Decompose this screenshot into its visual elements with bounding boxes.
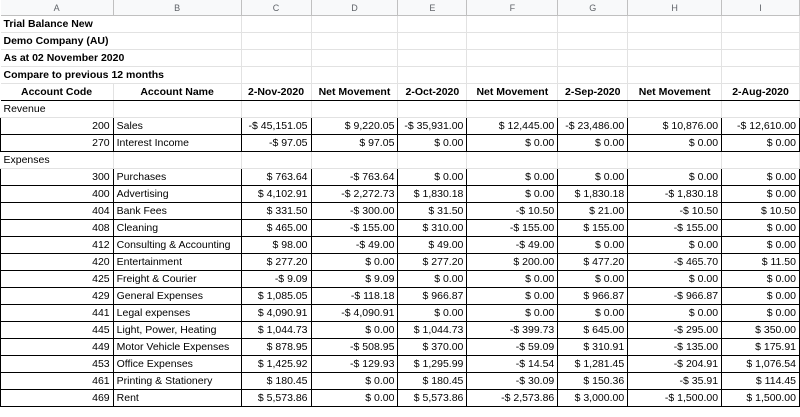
cell-name[interactable]: Consulting & Accounting bbox=[113, 237, 241, 254]
cell-g[interactable]: $ 21.00 bbox=[558, 203, 628, 220]
cell-g[interactable]: -$ 23,486.00 bbox=[558, 118, 628, 135]
header-account-code[interactable]: Account Code bbox=[1, 84, 114, 101]
cell-g[interactable]: $ 0.00 bbox=[558, 237, 628, 254]
expenses-section-row bbox=[1, 152, 800, 169]
cell-g[interactable]: $ 0.00 bbox=[558, 271, 628, 288]
cell-i[interactable]: $ 0.00 bbox=[722, 305, 800, 322]
cell-d[interactable]: -$ 300.00 bbox=[311, 203, 398, 220]
cell-code[interactable]: 404 bbox=[1, 203, 114, 220]
section-expenses[interactable]: Expenses bbox=[1, 152, 114, 169]
table-row bbox=[1, 373, 800, 390]
cell-d[interactable]: $ 9.09 bbox=[311, 271, 398, 288]
cell-e[interactable]: $ 0.00 bbox=[398, 271, 467, 288]
table-row bbox=[1, 186, 800, 203]
cell-g[interactable]: $ 3,000.00 bbox=[558, 390, 628, 407]
header-2-nov-2020[interactable]: 2-Nov-2020 bbox=[241, 84, 311, 101]
cell-code[interactable]: 270 bbox=[1, 135, 114, 152]
cell-i[interactable]: $ 11.50 bbox=[722, 254, 800, 271]
cell-h[interactable]: -$ 10.50 bbox=[628, 203, 722, 220]
cell-d[interactable]: $ 0.00 bbox=[311, 390, 398, 407]
cell-c[interactable]: $ 1,085.05 bbox=[241, 288, 311, 305]
cell-h[interactable]: $ 0.00 bbox=[628, 135, 722, 152]
cell-h[interactable]: $ 10,876.00 bbox=[628, 118, 722, 135]
table-row bbox=[1, 356, 800, 373]
cell-i[interactable]: $ 10.50 bbox=[722, 203, 800, 220]
cell-name[interactable]: Office Expenses bbox=[113, 356, 241, 373]
compare-row bbox=[1, 67, 800, 84]
cell-e[interactable]: $ 370.00 bbox=[398, 339, 467, 356]
cell-d[interactable]: $ 97.05 bbox=[311, 135, 398, 152]
table-row bbox=[1, 118, 800, 135]
cell-h[interactable]: -$ 1,500.00 bbox=[628, 390, 722, 407]
cell-code[interactable]: 429 bbox=[1, 288, 114, 305]
cell-f[interactable]: $ 0.00 bbox=[467, 135, 558, 152]
column-header-b[interactable]: B bbox=[113, 0, 241, 16]
cell-i[interactable]: $ 0.00 bbox=[722, 288, 800, 305]
cell-name[interactable]: Motor Vehicle Expenses bbox=[113, 339, 241, 356]
cell-e[interactable]: $ 5,573.86 bbox=[398, 390, 467, 407]
cell-h[interactable]: -$ 295.00 bbox=[628, 322, 722, 339]
cell-d[interactable]: -$ 2,272.73 bbox=[311, 186, 398, 203]
cell-code[interactable]: 420 bbox=[1, 254, 114, 271]
cell-h[interactable]: $ 0.00 bbox=[628, 237, 722, 254]
cell-e[interactable]: $ 310.00 bbox=[398, 220, 467, 237]
table-row bbox=[1, 288, 800, 305]
cell-f[interactable]: $ 12,445.00 bbox=[467, 118, 558, 135]
cell-i[interactable]: -$ 12,610.00 bbox=[722, 118, 800, 135]
cell-e[interactable]: $ 277.20 bbox=[398, 254, 467, 271]
column-header-e[interactable]: E bbox=[398, 0, 467, 16]
cell-name[interactable]: Light, Power, Heating bbox=[113, 322, 241, 339]
cell-code[interactable]: 453 bbox=[1, 356, 114, 373]
cell-c[interactable]: $ 5,573.86 bbox=[241, 390, 311, 407]
cell-g[interactable]: $ 0.00 bbox=[558, 305, 628, 322]
cell-code[interactable]: 200 bbox=[1, 118, 114, 135]
cell-name[interactable]: Interest Income bbox=[113, 135, 241, 152]
cell-d[interactable]: -$ 763.64 bbox=[311, 169, 398, 186]
cell-c[interactable]: -$ 97.05 bbox=[241, 135, 311, 152]
cell-name[interactable]: General Expenses bbox=[113, 288, 241, 305]
header-2-aug-2020[interactable]: 2-Aug-2020 bbox=[722, 84, 800, 101]
cell-code[interactable]: 300 bbox=[1, 169, 114, 186]
cell-i[interactable]: $ 0.00 bbox=[722, 237, 800, 254]
as-at-row bbox=[1, 50, 800, 67]
cell-e[interactable]: $ 1,295.99 bbox=[398, 356, 467, 373]
cell-g[interactable]: $ 1,830.18 bbox=[558, 186, 628, 203]
company-name[interactable]: Demo Company (AU) bbox=[1, 33, 242, 50]
cell-c[interactable]: $ 465.00 bbox=[241, 220, 311, 237]
header-2-sep-2020[interactable]: 2-Sep-2020 bbox=[558, 84, 628, 101]
as-at-date[interactable]: As at 02 November 2020 bbox=[1, 50, 242, 67]
cell-e[interactable]: $ 180.45 bbox=[398, 373, 467, 390]
cell-i[interactable]: $ 0.00 bbox=[722, 271, 800, 288]
cell-i[interactable]: $ 0.00 bbox=[722, 186, 800, 203]
cell-h[interactable]: -$ 966.87 bbox=[628, 288, 722, 305]
cell-e[interactable]: $ 49.00 bbox=[398, 237, 467, 254]
table-header-row bbox=[1, 84, 800, 101]
cell-f[interactable]: -$ 49.00 bbox=[467, 237, 558, 254]
revenue-section-row bbox=[1, 101, 800, 118]
cell-code[interactable]: 449 bbox=[1, 339, 114, 356]
cell-name[interactable]: Freight & Courier bbox=[113, 271, 241, 288]
cell-c[interactable]: -$ 45,151.05 bbox=[241, 118, 311, 135]
column-header-row bbox=[1, 0, 800, 16]
cell-c[interactable]: $ 1,044.73 bbox=[241, 322, 311, 339]
cell-h[interactable]: $ 0.00 bbox=[628, 305, 722, 322]
cell-f[interactable]: -$ 399.73 bbox=[467, 322, 558, 339]
table-row bbox=[1, 390, 800, 407]
cell-g[interactable]: $ 966.87 bbox=[558, 288, 628, 305]
cell-d[interactable]: $ 0.00 bbox=[311, 322, 398, 339]
cell-name[interactable]: Sales bbox=[113, 118, 241, 135]
company-row bbox=[1, 33, 800, 50]
cell-h[interactable]: -$ 465.70 bbox=[628, 254, 722, 271]
cell-d[interactable]: -$ 155.00 bbox=[311, 220, 398, 237]
cell-f[interactable]: $ 0.00 bbox=[467, 186, 558, 203]
cell-c[interactable]: $ 878.95 bbox=[241, 339, 311, 356]
cell-name[interactable]: Entertainment bbox=[113, 254, 241, 271]
cell-c[interactable]: $ 331.50 bbox=[241, 203, 311, 220]
column-header-d[interactable]: D bbox=[311, 0, 398, 16]
cell-f[interactable]: -$ 30.09 bbox=[467, 373, 558, 390]
cell-f[interactable]: $ 0.00 bbox=[467, 305, 558, 322]
column-header-i[interactable]: I bbox=[722, 0, 800, 16]
cell-c[interactable]: $ 180.45 bbox=[241, 373, 311, 390]
cell-d[interactable]: -$ 129.93 bbox=[311, 356, 398, 373]
cell-name[interactable]: Advertising bbox=[113, 186, 241, 203]
cell-code[interactable]: 408 bbox=[1, 220, 114, 237]
cell-g[interactable]: $ 645.00 bbox=[558, 322, 628, 339]
cell-code[interactable]: 412 bbox=[1, 237, 114, 254]
column-header-c[interactable]: C bbox=[241, 0, 311, 16]
cell-c[interactable]: $ 98.00 bbox=[241, 237, 311, 254]
cell-i[interactable]: $ 0.00 bbox=[722, 135, 800, 152]
cell-name[interactable]: Rent bbox=[113, 390, 241, 407]
cell-code[interactable]: 469 bbox=[1, 390, 114, 407]
cell-e[interactable]: $ 31.50 bbox=[398, 203, 467, 220]
report-title[interactable]: Trial Balance New bbox=[1, 16, 242, 33]
cell-i[interactable]: $ 0.00 bbox=[722, 220, 800, 237]
cell-e[interactable]: $ 0.00 bbox=[398, 135, 467, 152]
column-header-h[interactable]: H bbox=[628, 0, 722, 16]
section-revenue[interactable]: Revenue bbox=[1, 101, 114, 118]
cell-h[interactable]: -$ 155.00 bbox=[628, 220, 722, 237]
cell-d[interactable]: -$ 49.00 bbox=[311, 237, 398, 254]
cell-h[interactable]: -$ 35.91 bbox=[628, 373, 722, 390]
cell-i[interactable]: $ 1,076.54 bbox=[722, 356, 800, 373]
header-net-movement-2[interactable]: Net Movement bbox=[467, 84, 558, 101]
cell-d[interactable]: -$ 118.18 bbox=[311, 288, 398, 305]
cell-e[interactable]: $ 1,830.18 bbox=[398, 186, 467, 203]
cell-d[interactable]: -$ 508.95 bbox=[311, 339, 398, 356]
cell-d[interactable]: -$ 4,090.91 bbox=[311, 305, 398, 322]
table-row bbox=[1, 135, 800, 152]
cell-d[interactable]: $ 9,220.05 bbox=[311, 118, 398, 135]
column-header-f[interactable]: F bbox=[467, 0, 558, 16]
column-header-g[interactable]: G bbox=[558, 0, 628, 16]
cell-c[interactable]: $ 4,090.91 bbox=[241, 305, 311, 322]
cell-g[interactable]: $ 155.00 bbox=[558, 220, 628, 237]
header-2-oct-2020[interactable]: 2-Oct-2020 bbox=[398, 84, 467, 101]
cell-name[interactable]: Printing & Stationery bbox=[113, 373, 241, 390]
table-row bbox=[1, 271, 800, 288]
cell-i[interactable]: $ 114.45 bbox=[722, 373, 800, 390]
cell-f[interactable]: -$ 14.54 bbox=[467, 356, 558, 373]
cell-g[interactable]: $ 0.00 bbox=[558, 135, 628, 152]
table-row bbox=[1, 305, 800, 322]
header-net-movement-3[interactable]: Net Movement bbox=[628, 84, 722, 101]
report-title-row bbox=[1, 16, 800, 33]
cell-code[interactable]: 445 bbox=[1, 322, 114, 339]
cell-c[interactable]: $ 763.64 bbox=[241, 169, 311, 186]
cell-name[interactable]: Purchases bbox=[113, 169, 241, 186]
cell-code[interactable]: 400 bbox=[1, 186, 114, 203]
table-row bbox=[1, 169, 800, 186]
cell-i[interactable]: $ 175.91 bbox=[722, 339, 800, 356]
cell-f[interactable]: $ 0.00 bbox=[467, 271, 558, 288]
cell-e[interactable]: $ 0.00 bbox=[398, 169, 467, 186]
cell-h[interactable]: -$ 1,830.18 bbox=[628, 186, 722, 203]
cell-e[interactable]: -$ 35,931.00 bbox=[398, 118, 467, 135]
cell-c[interactable]: $ 277.20 bbox=[241, 254, 311, 271]
header-net-movement-1[interactable]: Net Movement bbox=[311, 84, 398, 101]
cell-d[interactable]: $ 0.00 bbox=[311, 373, 398, 390]
cell-h[interactable]: $ 0.00 bbox=[628, 169, 722, 186]
table-row bbox=[1, 322, 800, 339]
compare-period[interactable]: Compare to previous 12 months bbox=[1, 67, 242, 84]
cell-code[interactable]: 441 bbox=[1, 305, 114, 322]
cell-h[interactable]: -$ 135.00 bbox=[628, 339, 722, 356]
cell-i[interactable]: $ 350.00 bbox=[722, 322, 800, 339]
cell-g[interactable]: $ 1,281.45 bbox=[558, 356, 628, 373]
column-header-a[interactable]: A bbox=[1, 0, 114, 16]
cell-c[interactable]: -$ 9.09 bbox=[241, 271, 311, 288]
cell-g[interactable]: $ 477.20 bbox=[558, 254, 628, 271]
cell-e[interactable]: $ 966.87 bbox=[398, 288, 467, 305]
cell-f[interactable]: $ 0.00 bbox=[467, 288, 558, 305]
cell-g[interactable]: $ 0.00 bbox=[558, 169, 628, 186]
table-row bbox=[1, 203, 800, 220]
table-row bbox=[1, 220, 800, 237]
cell-f[interactable]: -$ 59.09 bbox=[467, 339, 558, 356]
cell-i[interactable]: $ 1,500.00 bbox=[722, 390, 800, 407]
cell-g[interactable]: $ 150.36 bbox=[558, 373, 628, 390]
cell-name[interactable]: Legal expenses bbox=[113, 305, 241, 322]
cell-h[interactable]: $ 0.00 bbox=[628, 271, 722, 288]
cell-code[interactable]: 425 bbox=[1, 271, 114, 288]
cell-name[interactable]: Bank Fees bbox=[113, 203, 241, 220]
cell-code[interactable]: 461 bbox=[1, 373, 114, 390]
cell-e[interactable]: $ 0.00 bbox=[398, 305, 467, 322]
cell-name[interactable]: Cleaning bbox=[113, 220, 241, 237]
cell-c[interactable]: $ 1,425.92 bbox=[241, 356, 311, 373]
cell-d[interactable]: $ 0.00 bbox=[311, 254, 398, 271]
cell-i[interactable]: $ 0.00 bbox=[722, 169, 800, 186]
cell-f[interactable]: -$ 10.50 bbox=[467, 203, 558, 220]
header-account-name[interactable]: Account Name bbox=[113, 84, 241, 101]
cell-c[interactable]: $ 4,102.91 bbox=[241, 186, 311, 203]
cell-f[interactable]: $ 0.00 bbox=[467, 169, 558, 186]
table-row bbox=[1, 254, 800, 271]
cell-e[interactable]: $ 1,044.73 bbox=[398, 322, 467, 339]
cell-f[interactable]: $ 200.00 bbox=[467, 254, 558, 271]
cell-f[interactable]: -$ 2,573.86 bbox=[467, 390, 558, 407]
table-row bbox=[1, 339, 800, 356]
cell-f[interactable]: -$ 155.00 bbox=[467, 220, 558, 237]
table-row bbox=[1, 237, 800, 254]
cell-g[interactable]: $ 310.91 bbox=[558, 339, 628, 356]
cell-h[interactable]: -$ 204.91 bbox=[628, 356, 722, 373]
